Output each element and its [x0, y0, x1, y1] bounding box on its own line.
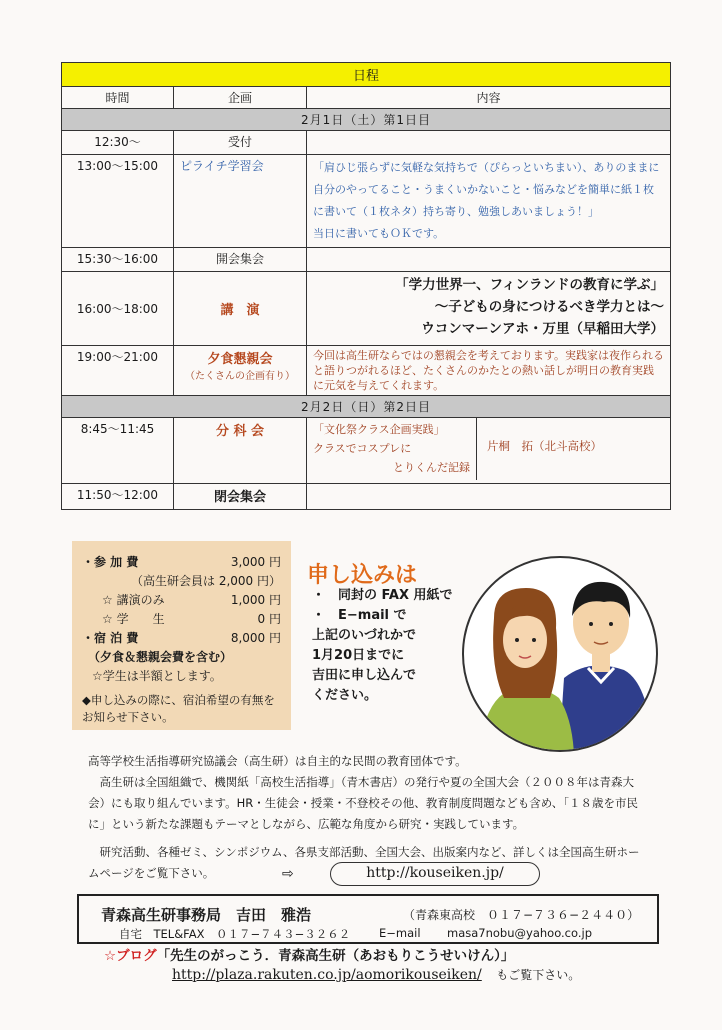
apply-instructions	[312, 586, 453, 706]
office-email-label: E−mail	[379, 926, 421, 940]
row-time: 11:50〜12:00	[62, 484, 174, 510]
lecture-subtitle: 〜子どもの身につけるべき学力とは〜	[434, 299, 665, 315]
blog-name: 「先生のがっこう．青森高生研（あおもりこうせいけん）」	[156, 948, 515, 964]
header-event: 企画	[174, 87, 307, 109]
row-event: 受付	[174, 131, 307, 155]
apply-line: 吉田に申し込んで	[312, 668, 417, 683]
row-time: 8:45〜11:45	[62, 418, 174, 484]
apply-line: 1月20日までに	[312, 648, 405, 663]
fee-label: ・宿 泊 費	[82, 631, 139, 645]
blog-url[interactable]: http://plaza.rakuten.co.jp/aomorikouseiken/	[172, 967, 482, 983]
fee-value: 0 円	[257, 612, 281, 626]
homepage-link[interactable]: http://kouseiken.jp/	[330, 862, 540, 886]
row-content	[307, 131, 671, 155]
fee-student-lodging: ☆学生は半額とします。	[92, 669, 222, 683]
fee-value: 3,000 円	[230, 555, 281, 569]
dinner-note: （たくさんの企画有り）	[185, 371, 295, 382]
workshop-title	[307, 418, 477, 480]
row-time: 15:30〜16:00	[62, 248, 174, 272]
fee-label: ☆ 学 生	[102, 612, 165, 626]
lecture-speaker: ウコンマーンアホ・万里（早稲田大学）	[421, 321, 665, 337]
office-name: 青森高生研事務局 吉田 雅浩	[101, 906, 312, 924]
blog-url-line	[172, 966, 580, 983]
day2-label: 2月2日（日）第2日目	[62, 396, 671, 418]
couple-illustration	[462, 556, 658, 752]
dinner-title: 夕食懇親会	[207, 352, 273, 367]
day1-label: 2月1日（土）第1日目	[62, 109, 671, 131]
apply-line: ・ E−mail で	[312, 608, 407, 623]
row-content: 今回は高生研ならではの懇親会を考えております。実践家は夜作られると語りつがれるほど、たくさんのかたとの熱い話しが明日の教育実践に元気を与えてくれます。	[307, 346, 671, 396]
workshop-line: とりくんだ記録	[393, 461, 470, 474]
workshop-presenter: 片桐 拓（北斗高校）	[487, 439, 602, 453]
fee-box	[72, 541, 291, 730]
row-content: 「肩ひじ張らずに気軽な気持ちで（ぴらっといちまい）、ありのままに自分のやってること・うまくいかないこと・悩みなどを簡単に紙１枚に書いて（１枚ネタ）持ち寄り、勉強しあいましょう！」 当日に書いてもＯＫです。	[307, 155, 671, 248]
apply-title: 申し込みは	[307, 563, 418, 588]
fee-student	[82, 610, 281, 629]
row-time: 13:00〜15:00	[62, 155, 174, 248]
blog-suffix: もご覧下さい。	[496, 968, 581, 982]
fee-lecture	[82, 591, 281, 610]
row-content	[307, 248, 671, 272]
fee-label: ☆ 講演のみ	[102, 593, 165, 607]
about-p3: 研究活動、各種ゼミ、シンポジウム、各県支部活動、全国大会、出版案内など、詳しくは全国高生研ホームページをご覧下さい。	[88, 845, 640, 880]
row-event: 分 科 会	[174, 418, 307, 484]
apply-line: 上記のいづれかで	[312, 628, 417, 643]
about-p1: 高等学校生活指導研究協議会（高生研）は自主的な民間の教育団体です。	[88, 754, 467, 768]
row-content	[307, 418, 671, 484]
row-time: 19:00〜21:00	[62, 346, 174, 396]
blog-label: ☆ブログ	[104, 948, 157, 964]
fee-value: 8,000 円	[230, 631, 281, 645]
schedule-table	[61, 62, 671, 510]
fee-participation	[82, 553, 281, 572]
row-event: ピライチ学習会	[174, 155, 307, 248]
blog-line	[104, 944, 514, 964]
workshop-line: 「文化祭クラス企画実践」	[313, 423, 445, 436]
header-time: 時間	[62, 87, 174, 109]
lecture-title: 「学力世界一、フィンランドの教育に学ぶ」	[395, 277, 665, 293]
row-time: 12:30〜	[62, 131, 174, 155]
office-email[interactable]: masa7nobu@yahoo.co.jp	[447, 926, 592, 940]
row-event: 講 演	[174, 272, 307, 346]
row-event: 閉会集会	[174, 484, 307, 510]
fee-value: 1,000 円	[230, 593, 281, 607]
row-time: 16:00〜18:00	[62, 272, 174, 346]
apply-line: ・ 同封の FAX 用紙で	[312, 588, 453, 603]
fee-lodging	[82, 629, 281, 648]
office-box	[77, 894, 659, 944]
workshop-line: クラスでコスプレに	[313, 442, 412, 455]
fee-notice: ◆申し込みの際に、宿泊希望の有無をお知らせ下さい。	[82, 693, 275, 724]
header-content: 内容	[307, 87, 671, 109]
schedule-title: 日程	[62, 63, 671, 87]
arrow-icon: ⇨	[282, 866, 294, 882]
about-p2: 高生研は全国組織で、機関紙「高校生活指導」（青木書店）の発行や夏の全国大会（２００８年は青森大会）にも取り組んでいます。HR・生徒会・授業・不登校その他、教育制度問題なども含め、「１８歳を市民に」という新たな課題もテーマとしながら、広範な角度から研究・実践しています。	[88, 775, 639, 831]
office-home-phone: 自宅 TEL&FAX ０１７−７４３−３２６２	[119, 927, 351, 941]
office-school-phone: （青森東高校 ０１７−７３６−２４４０）	[403, 908, 640, 922]
row-event: 開会集会	[174, 248, 307, 272]
fee-lodging-note: （夕食＆懇親会費を含む）	[88, 650, 233, 664]
row-content	[307, 272, 671, 346]
row-event	[174, 346, 307, 396]
fee-member-note: （高生研会員は 2,000 円）	[131, 574, 281, 588]
row-content	[307, 484, 671, 510]
fee-label: ・参 加 費	[82, 555, 139, 569]
apply-line: ください。	[312, 688, 378, 703]
